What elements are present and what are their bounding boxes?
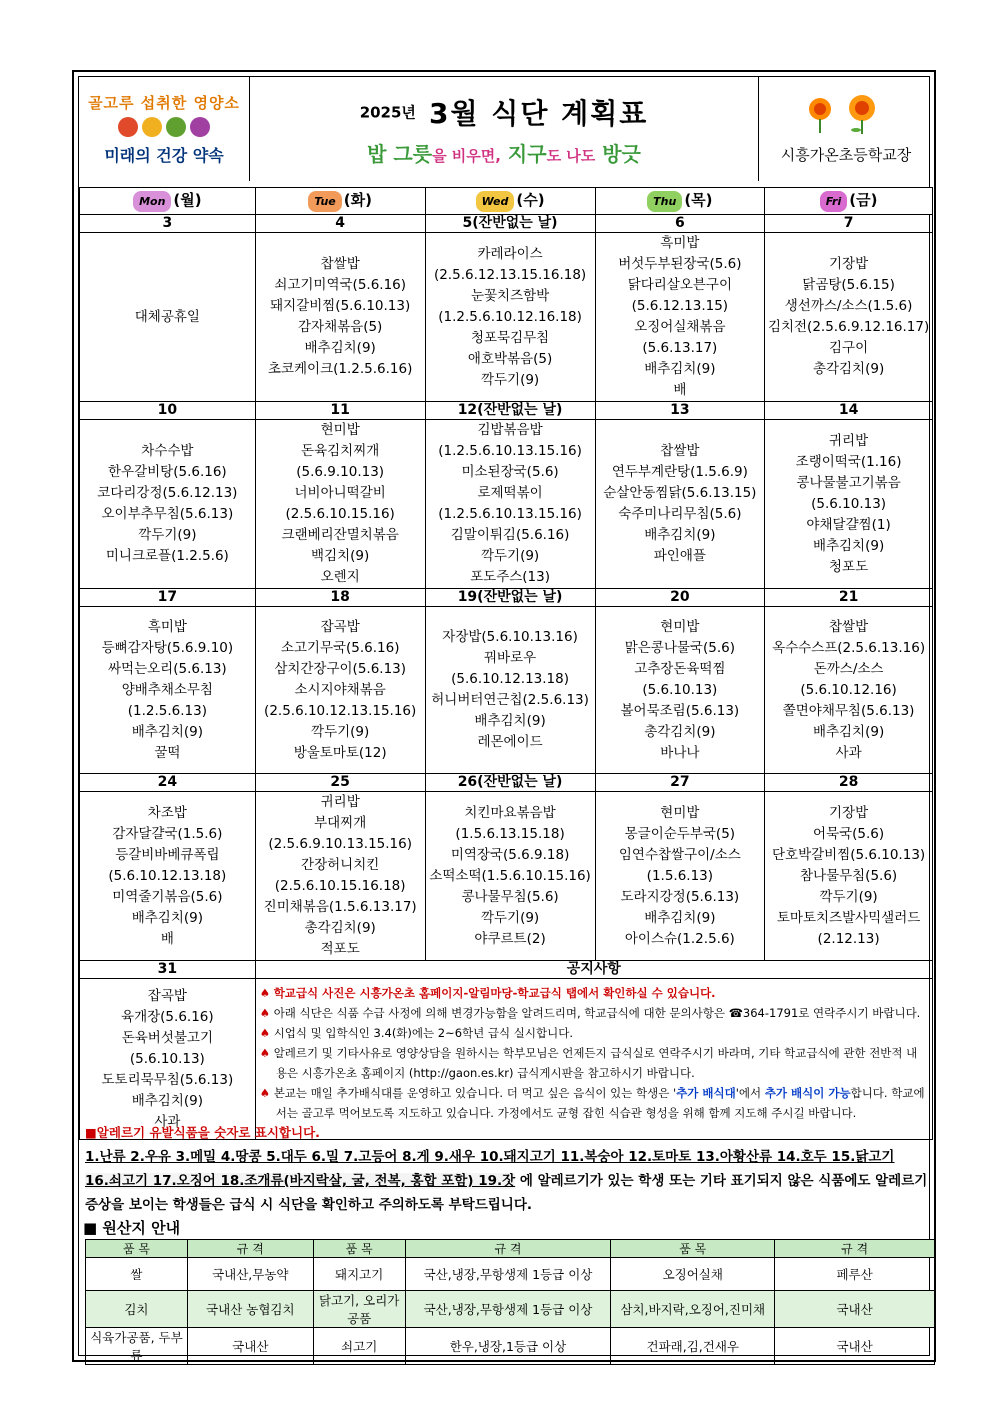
- allergy-list2-rest: 에 알레르기가 있는 학생 또는 기타 표기되지 않은 식품에도 알레르기 증상을 보이는 학생들은 급식 시 식단을 확인하고 주의하도록 부탁드립니다.: [85, 1173, 928, 1213]
- menu-item: (5.6.12.13.15): [631, 298, 729, 314]
- menu-item: 현미밥: [320, 422, 360, 438]
- school-area: [759, 77, 934, 181]
- date-cell: 10: [80, 402, 256, 420]
- menu-item: 간장허니치킨: [301, 857, 380, 873]
- menu-item: 콩나물불고기볶음: [796, 474, 901, 491]
- flowers-icon: [759, 94, 933, 138]
- origin-cell: 국산,냉장,무항생제 1등급 이상: [405, 1291, 611, 1328]
- menu-cell: [255, 420, 425, 589]
- menu-item: 흑미밥: [660, 235, 700, 251]
- notice-text: '에서: [735, 1086, 765, 1100]
- notice-text: 본교는 매일 추가배식대를 운영하고 있습니다. 더 먹고 싶은 음식이 있는 학생은 ': [273, 1086, 677, 1100]
- notice-highlight: 추가 배식이 가능: [764, 1086, 851, 1100]
- menu-item: 로제떡볶이: [477, 485, 543, 501]
- date-cell: 7: [765, 215, 933, 233]
- school-name: 시흥가온초등학교장: [780, 145, 912, 164]
- menu-item: 닭다리살오븐구이: [627, 277, 733, 293]
- menu-cell: [765, 792, 933, 961]
- menu-item: 배추김치(9): [474, 713, 546, 729]
- weekday-tag: Fri: [820, 191, 848, 212]
- origin-cell: 국내산: [775, 1328, 935, 1365]
- spade-icon: ♠: [259, 1046, 271, 1060]
- menu-item: (5.6.10.12.13.18): [451, 671, 570, 687]
- date-row: [80, 961, 933, 979]
- header: [79, 77, 933, 181]
- menu-item: 차수수밥: [141, 443, 194, 459]
- menu-item: (1.2.5.6.10.12.16.18): [438, 308, 582, 325]
- allergy-list1: 1.난류 2.우유 3.메밀 4.땅콩 5.대두 6.밀 7.고등어 8.게 9.새우 10.돼지고기 11.복숭아 12.토마토 13.아황산류 14.호두 15.닭고기: [85, 1149, 895, 1165]
- origin-header-row: [86, 1240, 935, 1258]
- menu-item: 닭곰탕(5.6.15): [802, 277, 895, 293]
- menu-item: (2.5.6.12.13.15.16.18): [433, 266, 587, 283]
- menu-item: 초코케이크(1.2.5.6.16): [267, 361, 413, 377]
- menu-item: 배추김치(9): [812, 537, 885, 554]
- menu-item: 도토리묵무침(5.6.13): [101, 1071, 234, 1088]
- origin-cell: 김치: [86, 1291, 188, 1328]
- menu-item: (2.5.6.10.15.16.18): [274, 878, 406, 894]
- menu-item: 현미밥: [660, 804, 700, 821]
- menu-cell: [425, 607, 595, 774]
- date-cell: 3: [80, 215, 256, 233]
- menu-item: 방울토마토(12): [293, 744, 387, 761]
- menu-item: 적포도: [320, 941, 360, 957]
- menu-item: 총각김치(9): [812, 361, 885, 377]
- menu-cell: [80, 233, 256, 402]
- menu-item: 배추김치(9): [131, 909, 203, 926]
- menu-cell: [595, 607, 765, 774]
- menu-item: 육개장(5.6.16): [121, 1008, 214, 1025]
- menu-item: (5.6.10.12.16): [800, 681, 897, 698]
- menu-item: 꿀떡: [154, 744, 181, 761]
- menu-item: 파인애플: [653, 548, 706, 564]
- weekday-label: (금): [849, 191, 878, 209]
- menu-cell: [80, 792, 256, 961]
- notice-text: 합니다. 학교에서는 골고루 먹어보도록 지도하고 있습니다. 가정에서도 균형 잡힌 식습관 형성을 위해 함께 지도해 주시길 바랍니다.: [275, 1086, 925, 1120]
- origin-cell: 한우,냉장,1등급 이상: [405, 1328, 611, 1365]
- notice-body: [255, 979, 932, 1140]
- year: 2025년: [359, 103, 416, 121]
- menu-item: 기장밥: [829, 804, 869, 821]
- menu-row: [80, 420, 933, 589]
- menu-item: 양배추채소무침: [121, 681, 213, 698]
- date-cell: 14: [765, 402, 933, 420]
- menu-item: 배: [160, 930, 174, 947]
- menu-row: [80, 607, 933, 774]
- menu-item: 너비아니떡갈비: [294, 485, 386, 501]
- menu-item: 눈꽃치즈함박: [470, 287, 550, 304]
- menu-item: 연두부계란탕(1.5.6.9): [611, 464, 748, 480]
- menu-item: 몽글이순두부국(5): [624, 825, 736, 842]
- menu-item: 청포도: [829, 558, 869, 575]
- menu-item: 사과: [154, 1113, 181, 1130]
- weekday-label: (월): [173, 191, 202, 209]
- menu-item: 카레라이스: [477, 245, 543, 262]
- menu-cell: [765, 420, 933, 589]
- origin-row: [86, 1328, 935, 1365]
- menu-item: (2.5.6.10.12.13.15.16): [264, 702, 417, 719]
- menu-item: 허니버터연근칩(2.5.6.13): [431, 692, 589, 708]
- menu-item: 자장밥(5.6.10.13.16): [442, 629, 578, 645]
- allergy-list: [85, 1145, 931, 1217]
- menu-item: 바나나: [660, 744, 700, 761]
- menu-item: 미니크로플(1.2.5.6): [105, 548, 229, 564]
- page-frame: [72, 70, 936, 1362]
- date-cell: 5(잔반없는 날): [425, 215, 595, 233]
- origin-header: 품 목: [611, 1240, 775, 1258]
- date-cell: 4: [255, 215, 425, 233]
- date-cell: 13: [595, 402, 765, 420]
- origin-cell: 국내산,무농약: [187, 1258, 313, 1291]
- menu-item: 어묵국(5.6): [813, 825, 885, 842]
- menu-item: 숙주미나리무침(5.6): [618, 506, 742, 522]
- origin-header: 규 격: [775, 1240, 935, 1258]
- date-cell: 6: [595, 215, 765, 233]
- menu-item: 깍두기(9): [480, 548, 540, 564]
- menu-item: (5.6.13.17): [642, 340, 718, 356]
- menu-item: 배추김치(9): [812, 723, 885, 740]
- origin-title: ■ 원산지 안내: [83, 1219, 181, 1237]
- origin-cell: 돼지고기: [313, 1258, 405, 1291]
- menu-item: 잡곡밥: [147, 987, 187, 1004]
- origin-header: 규 격: [405, 1240, 611, 1258]
- origin-cell: 페루산: [775, 1258, 935, 1291]
- origin-header: 품 목: [313, 1240, 405, 1258]
- menu-item: 배추김치(9): [644, 909, 716, 926]
- weekday-tag: Mon: [133, 191, 171, 212]
- menu-cell: [765, 607, 933, 774]
- menu-item: 돼지갈비찜(5.6.10.13): [270, 298, 411, 314]
- logo-line2: 미래의 건강 약속: [104, 146, 224, 166]
- weekday-header: [425, 188, 595, 215]
- notice-text: 시업식 및 입학식인 3.4(화)에는 2~6학년 급식 실시합니다.: [273, 1026, 573, 1040]
- origin-cell: 쇠고기: [313, 1328, 405, 1365]
- origin-cell: 국내산: [187, 1328, 313, 1365]
- menu-item: (5.6.10.13): [129, 1050, 205, 1067]
- menu-item: 청포묵김무침: [470, 329, 550, 346]
- menu-item: 진미채볶음(1.5.6.13.17): [263, 899, 417, 915]
- menu-item: (2.5.6.10.15.16): [285, 506, 395, 522]
- menu-item: 미역장국(5.6.9.18): [450, 846, 570, 863]
- menu-item: 야쿠르트(2): [474, 930, 546, 947]
- menu-item: 고추장돈육떡찜: [634, 660, 726, 677]
- origin-header: 품 목: [86, 1240, 188, 1258]
- menu-cell: [80, 979, 256, 1140]
- menu-cell: [595, 792, 765, 961]
- notice-text: 알레르기 및 기타사유로 영양상담을 원하시는 학부모님은 언제든지 급식실로 연락주시기 바라며, 기타 학교급식에 관한 전반적 내용은 시흥가온초 홈페이지 (http://gaon.es.kr) 급식게시판을 참고하시기 바랍니다.: [273, 1046, 918, 1080]
- menu-cell: [595, 233, 765, 402]
- origin-cell: 국내산: [775, 1291, 935, 1328]
- weekday-label: (화): [343, 191, 372, 209]
- menu-item: 애호박볶음(5): [467, 350, 553, 367]
- menu-cell: [80, 420, 256, 589]
- menu-item: 차조밥: [147, 804, 187, 821]
- menu-cell: [425, 792, 595, 961]
- weekday-header: [80, 188, 256, 215]
- menu-cell: [425, 420, 595, 589]
- title-area: [250, 77, 759, 181]
- date-cell: 31: [80, 961, 256, 979]
- slogan: 밥 그릇을 비우면, 지구도 나도 방긋: [367, 141, 641, 166]
- weekday-header: [255, 188, 425, 215]
- menu-item: 크랜베리잔멸치볶음: [281, 527, 399, 543]
- menu-row: [80, 792, 933, 961]
- menu-item: 생선까스/소스(1.5.6): [784, 298, 913, 314]
- notice-item: [260, 1043, 928, 1083]
- date-cell: 25: [255, 774, 425, 792]
- menu-item: 돈까스/소스: [813, 660, 884, 677]
- origin-cell: 삼치,바지락,오징어,진미채: [611, 1291, 775, 1328]
- menu-cell: [765, 233, 933, 402]
- allergy-section: [85, 1123, 931, 1217]
- date-cell: 12(잔반없는 날): [425, 402, 595, 420]
- menu-item: 단호박갈비찜(5.6.10.13): [771, 846, 926, 863]
- weekday-header-row: [80, 188, 933, 215]
- menu-item: 사과: [835, 744, 862, 761]
- origin-cell: 쌀: [86, 1258, 188, 1291]
- menu-item: 소고기무국(5.6.16): [280, 639, 400, 656]
- weekday-label: (수): [516, 191, 545, 209]
- origin-header: 규 격: [187, 1240, 313, 1258]
- date-cell: 28: [765, 774, 933, 792]
- page-title: 3월 식단 계획표: [429, 96, 649, 130]
- menu-item: 배추김치(9): [644, 361, 716, 377]
- date-cell: 18: [255, 589, 425, 607]
- page-inner: [78, 76, 930, 1363]
- menu-item: (1.2.5.6.10.13.15.16): [438, 443, 582, 459]
- notice-text: 학교급식 사진은 시흥가온초 홈페이지-알림마당-학교급식 탭에서 확인하실 수 있습니다.: [273, 986, 716, 1000]
- menu-item: 깍두기(9): [819, 888, 878, 905]
- menu-item: 등뼈감자탕(5.6.9.10): [101, 639, 234, 656]
- spade-icon: ♠: [259, 1006, 271, 1020]
- menu-item: 현미밥: [660, 618, 700, 635]
- menu-item: 찹쌀밥: [829, 618, 869, 635]
- menu-item: 대체공휴일: [134, 308, 200, 325]
- menu-item: 잡곡밥: [320, 618, 360, 635]
- date-cell: 27: [595, 774, 765, 792]
- menu-item: 미역줄기볶음(5.6): [112, 888, 223, 905]
- menu-item: 귀리밥: [829, 432, 869, 449]
- menu-item: 도라지강정(5.6.13): [620, 888, 740, 905]
- menu-item: 삼치간장구이(5.6.13): [274, 660, 407, 677]
- date-cell: 17: [80, 589, 256, 607]
- origin-cell: 식육가공품, 두부류: [86, 1328, 188, 1365]
- menu-item: 배: [673, 382, 687, 398]
- menu-item: 아이스슈(1.2.5.6): [624, 930, 735, 947]
- menu-item: 오렌지: [320, 569, 360, 585]
- menu-item: 미소된장국(5.6): [461, 464, 559, 480]
- notice-title: 공지사항: [255, 961, 932, 979]
- menu-item: 소시지야채볶음: [294, 681, 386, 698]
- menu-item: (1.5.6.13): [646, 867, 714, 884]
- menu-cell: [80, 607, 256, 774]
- menu-item: 콩나물무침(5.6): [461, 888, 559, 905]
- menu-item: 오징어실채볶음: [634, 319, 726, 335]
- spade-icon: ♠: [259, 1086, 271, 1100]
- notice-text: 아래 식단은 식품 수급 사정에 의해 변경가능함을 알려드리며, 학교급식에 대한 문의사항은 ☎364-1791로 연락주시기 바랍니다.: [273, 1006, 921, 1020]
- origin-cell: 닭고기, 오리가공품: [313, 1291, 405, 1328]
- date-cell: 24: [80, 774, 256, 792]
- menu-item: 부대찌개: [314, 815, 367, 831]
- menu-item: 배추김치(9): [131, 723, 203, 740]
- menu-item: 김치전(2.5.6.9.12.16.17): [767, 319, 930, 335]
- menu-item: 토마토치즈발사믹샐러드: [776, 909, 921, 926]
- weekday-tag: Tue: [308, 191, 341, 212]
- weekday-label: (목): [684, 191, 713, 209]
- menu-item: 깍두기(9): [138, 527, 197, 543]
- menu-item: 김밥볶음밥: [477, 422, 543, 438]
- menu-item: (5.6.9.10.13): [296, 464, 385, 480]
- menu-item: (5.6.10.12.13.18): [108, 867, 227, 884]
- menu-item: 깍두기(9): [480, 371, 540, 388]
- menu-item: 소떡소떡(1.5.6.10.15.16): [429, 867, 591, 884]
- notice-item: [260, 1083, 928, 1123]
- menu-item: 참나물무침(5.6): [799, 867, 898, 884]
- notice-item: [260, 1003, 928, 1023]
- menu-cell: [595, 420, 765, 589]
- menu-item: 백김치(9): [311, 548, 370, 564]
- menu-item: 야채달걀찜(1): [806, 516, 891, 533]
- menu-item: (1.5.6.13.15.18): [455, 825, 565, 842]
- menu-cell: [255, 607, 425, 774]
- date-cell: 20: [595, 589, 765, 607]
- notice-item: [260, 1023, 928, 1043]
- notice-item: [260, 983, 928, 1003]
- menu-item: (1.2.5.6.10.13.15.16): [438, 506, 582, 522]
- menu-item: 임연수찹쌀구이/소스: [618, 846, 741, 863]
- origin-row: [86, 1258, 935, 1291]
- menu-item: 돈육김치찌개: [301, 443, 380, 459]
- menu-item: 김말이튀김(5.6.16): [450, 527, 570, 543]
- menu-item: 총각김치(9): [644, 723, 716, 740]
- origin-cell: 건파래,김,건새우: [611, 1328, 775, 1365]
- menu-item: 돈육버섯불고기: [121, 1029, 213, 1046]
- menu-item: 찹쌀밥: [660, 443, 700, 459]
- date-cell: 26(잔반없는 날): [425, 774, 595, 792]
- menu-item: 감자달걀국(1.5.6): [112, 825, 223, 842]
- menu-item: (5.6.10.13): [811, 495, 887, 512]
- menu-item: (2.5.6.9.10.13.15.16): [268, 836, 412, 852]
- menu-item: 볼어묵조림(5.6.13): [620, 702, 740, 719]
- menu-row: [80, 233, 933, 402]
- weekday-header: [595, 188, 765, 215]
- menu-item: 꿔바로우: [483, 650, 537, 666]
- date-row: [80, 215, 933, 233]
- menu-item: 감자채볶음(5): [298, 319, 383, 335]
- menu-item: 오이부추무침(5.6.13): [101, 506, 234, 522]
- date-cell: 21: [765, 589, 933, 607]
- menu-item: 깍두기(9): [480, 909, 540, 926]
- vegetables-icon: [79, 117, 249, 138]
- date-row: [80, 402, 933, 420]
- menu-item: 배추김치(9): [304, 340, 376, 356]
- origin-table: [85, 1239, 935, 1365]
- menu-item: 옥수수스프(2.5.6.13.16): [772, 639, 926, 656]
- menu-item: (5.6.10.13): [642, 681, 718, 698]
- menu-item: (1.2.5.6.13): [127, 702, 207, 719]
- menu-cell: [255, 792, 425, 961]
- menu-item: 기장밥: [829, 256, 869, 272]
- menu-item: 순살안동찜닭(5.6.13.15): [603, 485, 757, 501]
- origin-cell: 국산,냉장,무항생제 1등급 이상: [405, 1258, 611, 1291]
- menu-item: 쫄면야채무침(5.6.13): [782, 702, 915, 719]
- menu-item: 총각김치(9): [304, 920, 376, 936]
- date-cell: 11: [255, 402, 425, 420]
- spade-icon: ♠: [259, 986, 271, 1000]
- menu-item: 코다리강정(5.6.12.13): [97, 485, 238, 501]
- weekday-tag: Thu: [647, 191, 682, 212]
- menu-item: 김구이: [829, 340, 869, 356]
- menu-item: 조랭이떡국(1.16): [795, 453, 902, 470]
- allergy-list2-highlight: 16.쇠고기 17.오징어 18.조개류(바지락살, 굴, 전복, 홍합 포함) 19.잣: [85, 1173, 516, 1189]
- menu-item: 한우갈비탕(5.6.16): [108, 464, 227, 480]
- menu-table: [79, 187, 933, 1140]
- menu-item: 흑미밥: [147, 618, 187, 635]
- notice-highlight: 추가 배식대: [676, 1086, 736, 1100]
- logo-line1: 골고루 섭취한 영양소: [88, 93, 240, 112]
- spade-icon: ♠: [259, 1026, 271, 1040]
- weekday-header: [765, 188, 933, 215]
- origin-row: [86, 1291, 935, 1328]
- logo: [79, 77, 250, 181]
- menu-row: [80, 979, 933, 1140]
- menu-item: 맑은콩나물국(5.6): [624, 639, 735, 656]
- weekday-tag: Wed: [476, 191, 515, 212]
- allergy-title: ■알레르기 유발식품을 숫자로 표시합니다.: [85, 1125, 320, 1140]
- date-row: [80, 774, 933, 792]
- menu-item: 싸먹는오리(5.6.13): [108, 660, 227, 677]
- menu-item: 깍두기(9): [311, 723, 370, 740]
- origin-cell: 국내산 농협김치: [187, 1291, 313, 1328]
- menu-item: 배추김치(9): [131, 1092, 203, 1109]
- menu-cell: [425, 233, 595, 402]
- menu-item: 레몬에이드: [477, 734, 543, 750]
- origin-cell: 오징어실채: [611, 1258, 775, 1291]
- menu-item: 포도주스(13): [470, 569, 551, 585]
- menu-item: 등갈비바베큐폭립: [115, 846, 220, 863]
- menu-item: 귀리밥: [320, 794, 360, 810]
- menu-item: 찹쌀밥: [320, 256, 360, 272]
- menu-item: (2.12.13): [817, 930, 880, 947]
- date-cell: 19(잔반없는 날): [425, 589, 595, 607]
- menu-item: 치킨마요볶음밥: [464, 804, 556, 821]
- menu-item: 배추김치(9): [644, 527, 716, 543]
- date-row: [80, 589, 933, 607]
- menu-cell: [255, 233, 425, 402]
- menu-item: 버섯두부된장국(5.6): [618, 256, 742, 272]
- menu-item: 쇠고기미역국(5.6.16): [274, 277, 407, 293]
